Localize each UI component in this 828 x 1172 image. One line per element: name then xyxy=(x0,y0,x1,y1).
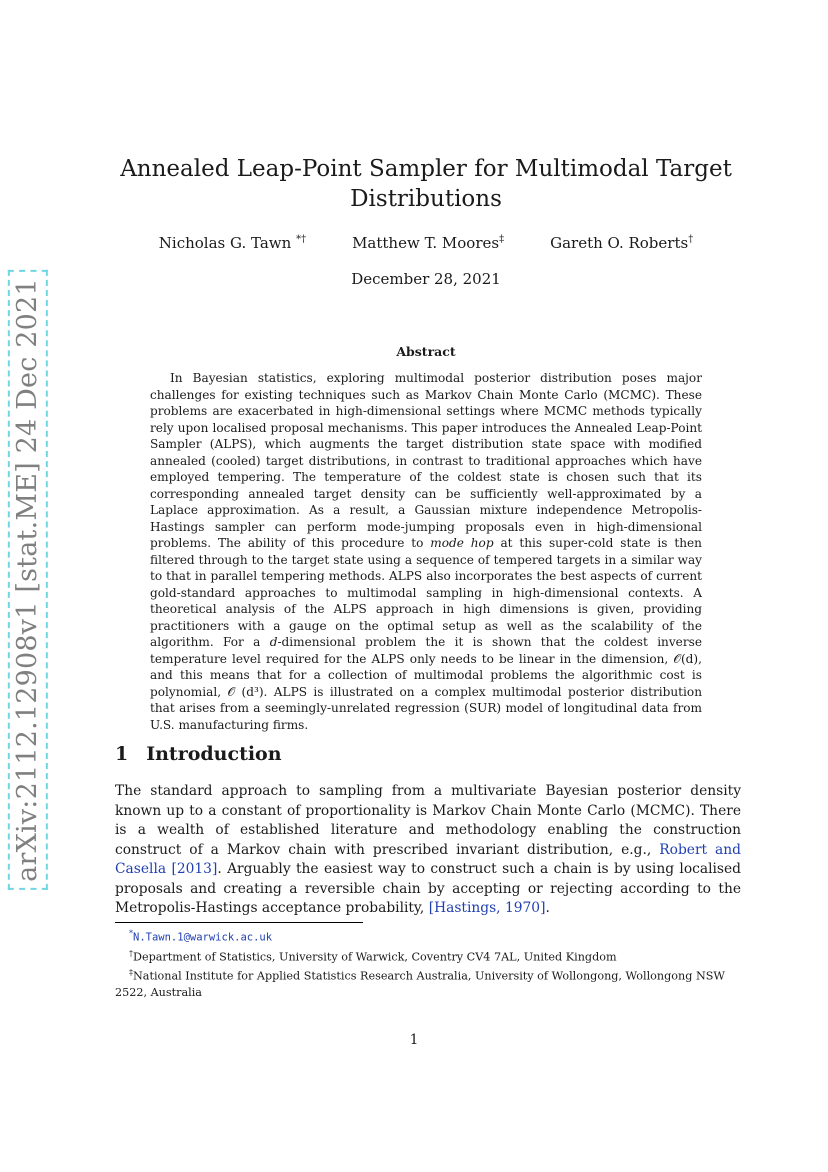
abstract-text: , and this means that for a collection of multimodal problems the algorithmic cost is polynomial, xyxy=(150,651,702,699)
citation-bracket: ] xyxy=(540,900,546,916)
author-1 xyxy=(159,234,306,252)
footnote-affiliation-1 xyxy=(115,946,741,965)
footnote-affiliation-2 xyxy=(115,965,741,1000)
section-number: 1 xyxy=(115,743,129,765)
paper-date: December 28, 2021 xyxy=(351,270,501,288)
abstract-math: 𝒪(d) xyxy=(673,651,699,666)
arxiv-sidebar xyxy=(4,278,52,882)
page-number: 1 xyxy=(409,1032,419,1048)
citation-bracket: [ xyxy=(428,900,435,916)
abstract-text: . ALPS is illustrated on a complex multimodal posterior distribution that arises from a seemingly-unrelated regression (SUR) model of longitudinal data from U.S. manufacturing firms. xyxy=(150,684,702,732)
paper-title: Annealed Leap-Point Sampler for Multimodal Target Distributions xyxy=(120,156,732,212)
author-name: Gareth O. Roberts xyxy=(550,234,689,252)
email-link[interactable]: N.Tawn.1@warwick.ac.uk xyxy=(133,931,273,944)
abstract-text: In Bayesian statistics, exploring multimodal posterior distribution poses major challenges for existing techniques such as Markov Chain Monte Carlo (MCMC). These problems are exacerbated in high-dimensional settings where MCMC methods typically rely upon localised proposal mechanisms. This paper introduces the Annealed Leap-Point Sampler (ALPS), which augments the target distribution state space with modified annealed (cooled) target distributions, in contrast to traditional approaches which have employed tempering. The temperature of the coldest state is chosen such that its corresponding annealed target density can be sufficiently well-approximated by a Laplace approximation. As a result, a Gaussian mixture independence Metropolis-Hastings sampler can perform mode-jumping proposals even in high-dimensional problems. The ability of this procedure to xyxy=(150,371,702,550)
abstract-text: at this super-cold state is then filtered through to the target state using a sequence of tempered targets in a similar way to that in parallel tempering methods. ALPS also incorporates the best aspects of current gold-standard approaches to multimodal sampling in high-dimensional contexts. A theoretical analysis of the ALPS approach in high dimensions is given, providing practitioners with a gauge on the optimal setup as well as the scalability of the algorithm. For a xyxy=(150,536,702,649)
author-mark[interactable]: *† xyxy=(296,234,307,245)
author-mark[interactable]: † xyxy=(688,234,694,245)
abstract-math: d xyxy=(269,635,278,649)
intro-text: . Arguably the easiest way to construct such a chain is by using localised proposals and creating a reversible chain by accepting or rejecting according to the Metropolis-Hastings acceptance probability, xyxy=(115,861,741,916)
footnote-rule xyxy=(115,922,363,923)
abstract-text: -dimensional problem the it is shown that the coldest inverse temperature level required for the ALPS only needs to be linear in the dimension, xyxy=(150,635,702,666)
footnote-mark: † xyxy=(129,949,133,959)
author-list xyxy=(150,234,702,252)
footnote-mark: * xyxy=(129,929,133,938)
footnote-text: Department of Statistics, University of Warwick, Coventry CV4 7AL, United Kingdom xyxy=(133,950,617,964)
section-heading xyxy=(115,743,282,765)
abstract-body xyxy=(150,370,702,733)
intro-paragraph xyxy=(115,782,741,919)
author-mark[interactable]: ‡ xyxy=(499,234,505,245)
citation-robert-casella[interactable]: Robert and Casella [2013] xyxy=(115,841,742,877)
abstract-emphasis: mode hop xyxy=(430,536,494,550)
author-3 xyxy=(550,234,693,252)
footnote-email xyxy=(115,926,741,946)
author-2 xyxy=(352,234,504,252)
abstract-math: 𝒪 (d³) xyxy=(227,684,264,699)
section-title: Introduction xyxy=(146,743,282,765)
citation-hastings[interactable]: Hastings, 1970 xyxy=(434,900,541,916)
footnote-text: National Institute for Applied Statistics Research Australia, University of Wollongong, Wollongong NSW 2522, Australia xyxy=(115,970,725,999)
abstract-heading: Abstract xyxy=(396,344,456,359)
intro-text: . xyxy=(545,900,550,916)
arxiv-identifier[interactable]: arXiv:2112.12908v1 [stat.ME] 24 Dec 2021 xyxy=(8,270,48,890)
footnote-mark: ‡ xyxy=(129,968,133,978)
footnotes xyxy=(115,926,741,1000)
intro-text: The standard approach to sampling from a multivariate Bayesian posterior density known up to a constant of proportionality is Markov Chain Monte Carlo (MCMC). There is a wealth of established literature and methodology enabling the construction construct of a Markov chain with prescribed invariant distribution, e.g., xyxy=(115,783,741,858)
author-name: Nicholas G. Tawn xyxy=(158,234,292,252)
author-name: Matthew T. Moores xyxy=(352,234,500,252)
